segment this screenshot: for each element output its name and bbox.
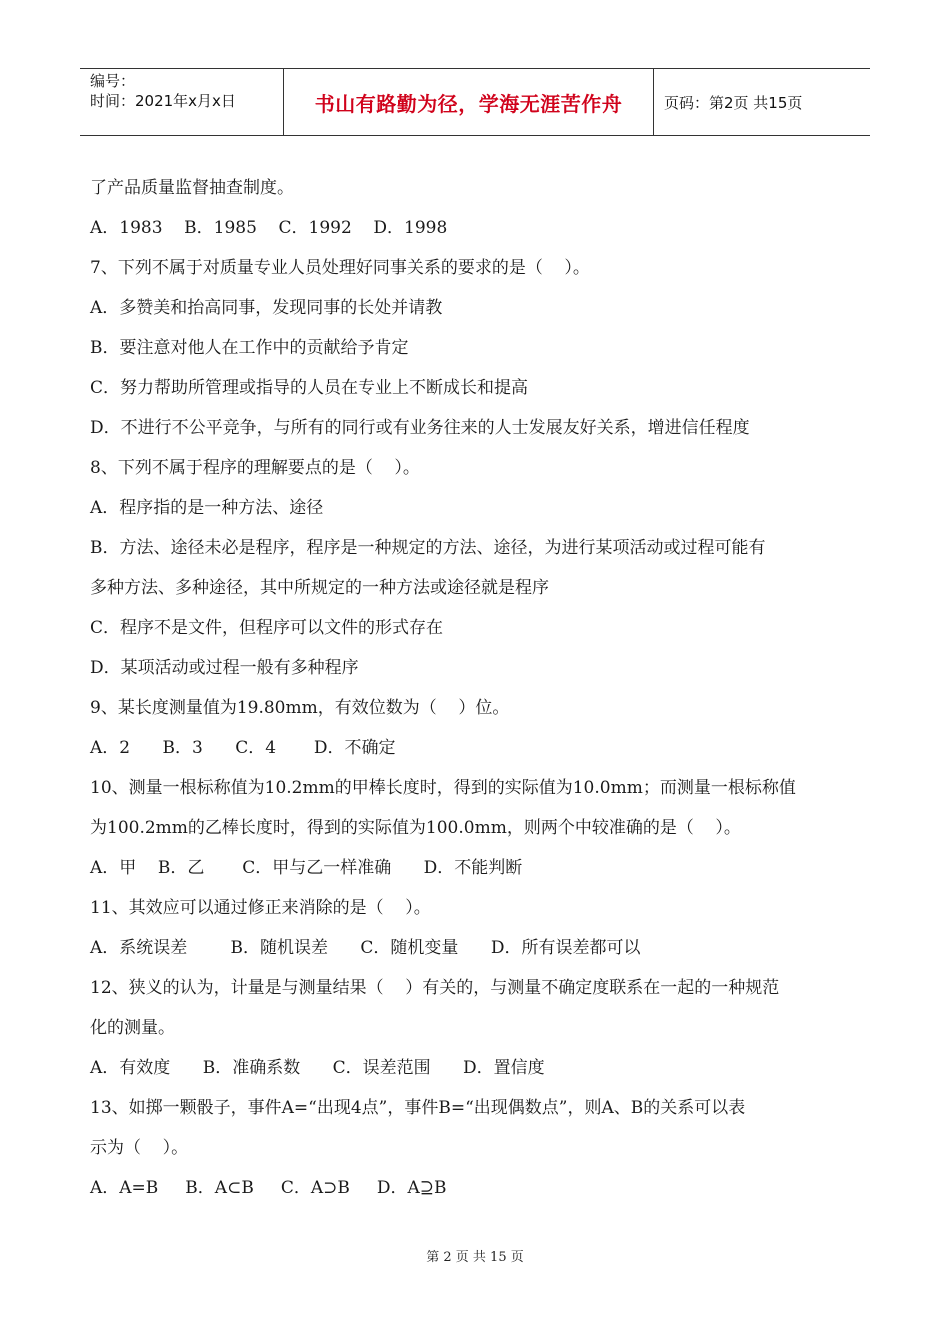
- text-line: B．要注意对他人在工作中的贡献给予肯定: [90, 338, 409, 358]
- text-line: 13、如掷一颗骰子，事件A=“出现4点”，事件B=“出现偶数点”，则A、B的关系可以表: [90, 1098, 746, 1118]
- text-line: 了产品质量监督抽查制度。: [90, 178, 294, 198]
- text-line: 7、下列不属于对质量专业人员处理好同事关系的要求的是（ ）。: [90, 258, 590, 278]
- header-left-cell: [80, 69, 283, 135]
- text-line: 11、其效应可以通过修正来消除的是（ ）。: [90, 898, 431, 918]
- text-line: A．程序指的是一种方法、途径: [90, 498, 324, 518]
- header-page-info: 页码：第2页 共15页: [664, 93, 803, 112]
- page-footer: 第 2 页 共 15 页: [426, 1250, 524, 1265]
- text-line: A．系统误差 B．随机误差 C．随机变量 D．所有误差都可以: [90, 938, 641, 958]
- text-line: 多种方法、多种途径，其中所规定的一种方法或途径就是程序: [90, 578, 549, 598]
- header-motto-cell: [283, 69, 654, 135]
- text-line: 9、某长度测量值为19.80mm，有效位数为（ ）位。: [90, 698, 510, 718]
- text-line: 12、狭义的认为，计量是与测量结果（ ）有关的，与测量不确定度联系在一起的一种规范: [90, 978, 780, 998]
- document-date-label: 时间：2021年x月x日: [90, 92, 236, 110]
- text-line: 化的测量。: [90, 1018, 175, 1038]
- text-line: A．有效度 B．准确系数 C．误差范围 D．置信度: [90, 1058, 545, 1078]
- text-line: D．某项活动或过程一般有多种程序: [90, 658, 359, 678]
- text-line: A．1983 B．1985 C．1992 D．1998: [90, 218, 448, 238]
- header-motto: 书山有路勤为径，学海无涯苦作舟: [314, 91, 623, 116]
- text-line: 10、测量一根标称值为10.2mm的甲棒长度时，得到的实际值为10.0mm；而测量一根标称值: [90, 778, 796, 798]
- text-line: 8、下列不属于程序的理解要点的是（ ）。: [90, 458, 420, 478]
- page-header: [80, 68, 870, 136]
- text-line: A．多赞美和抬高同事，发现同事的长处并请教: [90, 298, 443, 318]
- text-line: A．A=B B．A⊂B C．A⊃B D．A⊇B: [90, 1178, 447, 1198]
- document-number-label: 编号：: [90, 72, 136, 90]
- text-line: A．甲 B．乙 C．甲与乙一样准确 D．不能判断: [90, 858, 523, 878]
- text-line: C．努力帮助所管理或指导的人员在专业上不断成长和提高: [90, 378, 529, 398]
- text-line: 示为（ ）。: [90, 1138, 189, 1158]
- text-line: 为100.2mm的乙棒长度时，得到的实际值为100.0mm，则两个中较准确的是（ ）。: [90, 818, 741, 838]
- text-line: B．方法、途径未必是程序，程序是一种规定的方法、途径，为进行某项活动或过程可能有: [90, 538, 766, 558]
- text-line: A．2 B．3 C．4 D．不确定: [90, 738, 396, 758]
- text-line: D．不进行不公平竞争，与所有的同行或有业务往来的人士发展友好关系，增进信任程度: [90, 418, 750, 438]
- text-line: C．程序不是文件，但程序可以文件的形式存在: [90, 618, 444, 638]
- document-body: [90, 168, 865, 1208]
- header-page-cell: [654, 69, 870, 135]
